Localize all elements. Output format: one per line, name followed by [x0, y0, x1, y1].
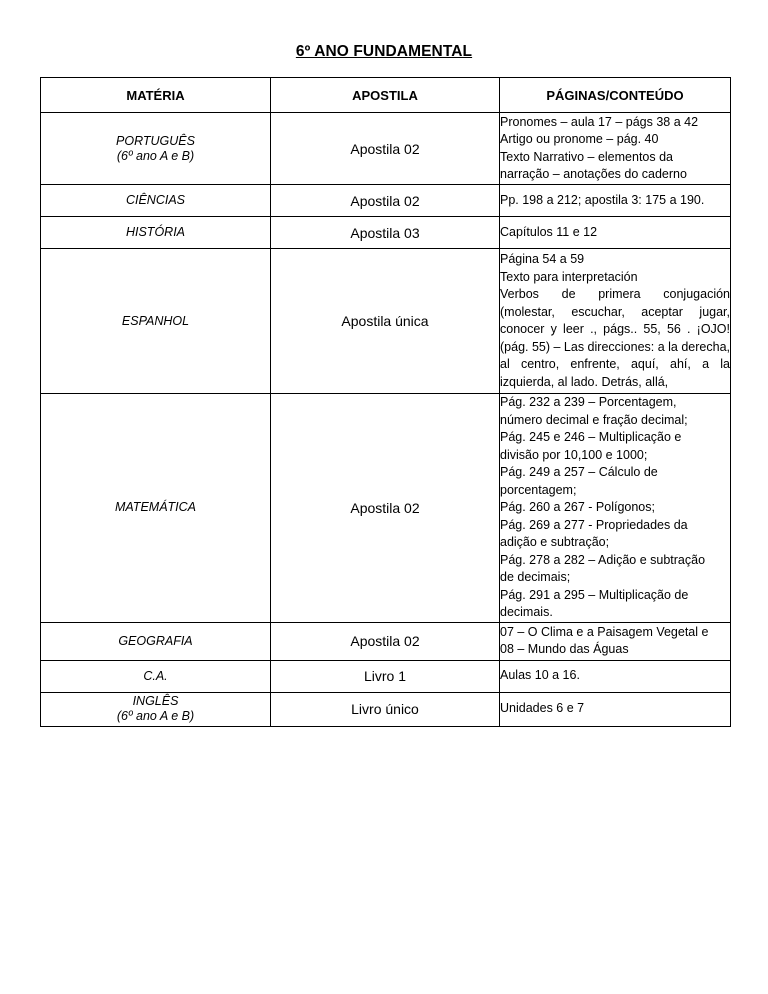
subject-name: GEOGRAFIA [41, 622, 271, 660]
content-line: Pronomes – aula 17 – págs 38 a 42 [500, 114, 699, 129]
table-row-matematica [41, 394, 731, 623]
content-line: Página 54 a 59 [500, 252, 585, 266]
content-line: Aulas 10 a 16. [500, 668, 580, 683]
content-line: Pág. 249 a 257 – Cálculo de [500, 465, 658, 479]
content-cell [500, 249, 731, 394]
subject-name: MATEMÁTICA [41, 394, 271, 623]
header-conteudo: PÁGINAS/CONTEÚDO [500, 78, 731, 113]
subject-name: CIÊNCIAS [41, 185, 271, 217]
subject-name: C.A. [41, 660, 271, 692]
content-line: adição e subtração; [500, 535, 610, 549]
content-line: Pp. 198 a 212; apostila 3: 175 a 190. [500, 192, 705, 207]
content-line: narração – anotações do caderno [500, 167, 687, 181]
table-row-ciencias [41, 185, 731, 217]
content-line: número decimal e fração decimal; [500, 412, 688, 427]
content-paragraph: Verbos de primera conjugación (molestar, escuchar, aceptar jugar, conocer y leer ., págs.. 55, 56 . ¡OJO! (pág. 55) – Las direcciones: a la derecha, al centro, enfrente, aquí, ahí, a la izquierda, al lado. Detrás, allá, [500, 287, 730, 389]
subjects-table [40, 77, 731, 727]
content-cell [500, 394, 731, 623]
subject-classes: (6º ano A e B) [116, 148, 195, 163]
content-line: Pág. 291 a 295 – Multiplicação de [500, 587, 689, 602]
table-row-historia [41, 217, 731, 249]
content-line: Pág. 269 a 277 - Propriedades da [500, 517, 688, 532]
subject-classes: (6º ano A e B) [116, 709, 195, 723]
apostila-cell: Livro 1 [271, 660, 500, 692]
apostila-cell: Apostila 02 [271, 394, 500, 623]
apostila-cell: Apostila única [271, 249, 500, 394]
content-line: Unidades 6 e 7 [500, 701, 585, 716]
apostila-cell: Apostila 02 [271, 113, 500, 185]
apostila-cell: Livro único [271, 692, 500, 726]
subject-name: HISTÓRIA [41, 217, 271, 249]
content-line: decimais. [500, 605, 553, 619]
table-row-geografia [41, 622, 731, 660]
subject-cell [41, 113, 271, 185]
content-line: porcentagem; [500, 482, 577, 497]
table-header-row [41, 78, 731, 113]
content-cell [500, 660, 731, 692]
content-cell [500, 622, 731, 660]
content-line: Pág. 278 a 282 – Adição e subtração [500, 552, 706, 567]
table-row-ingles [41, 692, 731, 726]
page-title: 6º ANO FUNDAMENTAL [295, 43, 473, 60]
content-cell [500, 185, 731, 217]
table-row-ca [41, 660, 731, 692]
content-line: Capítulos 11 e 12 [500, 224, 598, 239]
content-line: Pág. 232 a 239 – Porcentagem, [500, 395, 677, 409]
header-materia: MATÉRIA [41, 78, 271, 113]
content-line: Pág. 245 e 246 – Multiplicação e [500, 430, 682, 444]
header-apostila: APOSTILA [271, 78, 500, 113]
content-line: Pág. 260 a 267 - Polígonos; [500, 500, 655, 514]
content-line: Artigo ou pronome – pág. 40 [500, 132, 659, 146]
content-line: divisão por 10,100 e 1000; [500, 447, 648, 462]
content-line: Texto para interpretación [500, 269, 638, 284]
subject-name: ESPANHOL [41, 249, 271, 394]
apostila-cell: Apostila 02 [271, 622, 500, 660]
content-cell [500, 692, 731, 726]
content-cell [500, 113, 731, 185]
apostila-cell: Apostila 03 [271, 217, 500, 249]
subject-cell [41, 692, 271, 726]
table-row-espanhol [41, 249, 731, 394]
subject-name: INGLÊS [132, 694, 179, 708]
content-line: Texto Narrativo – elementos da [500, 149, 674, 164]
content-line: de decimais; [500, 570, 571, 584]
subject-name: PORTUGUÊS [116, 133, 195, 148]
table-row-portugues [41, 113, 731, 185]
content-cell [500, 217, 731, 249]
content-line: 07 – O Clima e a Paisagem Vegetal e [500, 624, 709, 639]
content-line: 08 – Mundo das Águas [500, 642, 629, 656]
apostila-cell: Apostila 02 [271, 185, 500, 217]
